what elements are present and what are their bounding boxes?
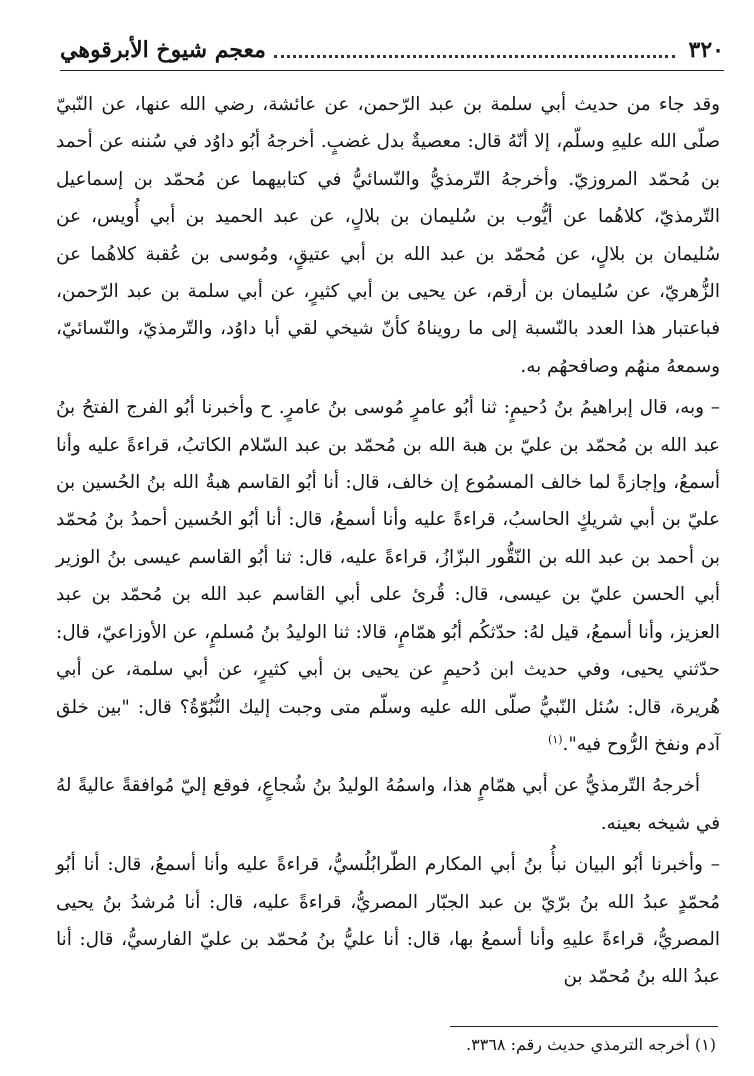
page-header bbox=[60, 30, 724, 71]
main-text bbox=[56, 86, 720, 996]
paragraph: أخرجهُ التّرمذيُّ عن أبي همّامٍ هذا، واسمُهُ الوليدُ بنُ شُجاعٍ، فوقع إليّ مُوافقةً عاليةً لهُ في شيخه بعينه. bbox=[56, 775, 720, 834]
footnote-reference: (١) bbox=[547, 732, 563, 746]
footnote-separator bbox=[450, 1026, 718, 1027]
running-title: معجم شيوخ الأبرقوهي bbox=[60, 37, 266, 63]
paragraph bbox=[56, 389, 720, 763]
footnote: (١) أخرجه الترمذي حديث رقم: ٣٣٦٨. bbox=[466, 1035, 716, 1054]
page-number: ٣٢٠ bbox=[688, 37, 724, 63]
paragraph: – وأخبرنا أبُو البيان نبأُ بنُ أبي المكارم الطّرابُلُسيُّ، قراءةً عليه وأنا أسمعُ، قال: أنا أبُو مُحمّدٍ عبدُ الله بنُ برّيّ بن عبد الجبّار المصريُّ، قراءةً عليه، قال: أنا مُرشدُ بنُ يحيى المصريُّ، قراءةً عليهِ وأنا أسمعُ بها، قال: أنا عليُّ بنُ مُحمّد بن عليّ الفارسيُّ، قال: أنا عبدُ الله بنُ مُحمّد بن bbox=[56, 854, 720, 988]
paragraph-text: – وبه، قال إبراهيمُ بنُ دُحيمٍ: ثنا أبُو عامرٍ مُوسى بنُ عامرٍ. ح وأخبرنا أبُو الفرج الفتحُ بنُ عبد الله بن مُحمّد بن عليّ بن هبة الله بن مُحمّد بن عبد السّلام الكاتبُ، قراءةً عليه وأنا أسمعُ، وإجازةً لما خالف المسمُوع إن خالف، قال: أنا أبُو القاسم هبةُ الله بنُ الحُسين بن عليّ بن أبي شريكٍ الحاسبُ، قراءةً عليه وأنا أسمعُ، قال: أنا أبُو الحُسين أحمدُ بنُ مُحمّد بن أحمد بن عبد الله بن النّقُّور البزّازُ، قراءةً عليه، قال: ثنا أبُو القاسم عيسى بنُ الوزير أبي الحسن عليّ بن عيسى، قال: قُرئ على أبي القاسم عبد الله بن مُحمّد بن عبد العزيز، وأنا أسمعُ، قيل لهُ: حدّثكُم أبُو همّامٍ، قالا: ثنا الوليدُ بنُ مُسلمٍ، عن الأوزاعيّ، قال: حدّثني يحيى، وفي حديث ابن دُحيمٍ عن يحيى بن أبي كثيرٍ، عن أبي سلمة، عن أبي هُريرة، قال: سُئل النّبيُّ صلّى الله عليه وسلّم متى وجبت إليك النُّبُوّةُ؟ قال: "بين خلق آدم ونفخ الرُّوح فيه". bbox=[56, 397, 720, 755]
paragraph: وقد جاء من حديث أبي سلمة بن عبد الرّحمن، عن عائشة، رضي الله عنها، عن النّبيّ صلّى الله عليهِ وسلّم، إلا أنّهُ قال: معصيةٌ بدل غضبٍ. أخرجهُ أبُو داوُد في سُننه عن أحمد بن مُحمّد المروزيّ. وأخرجهُ التّرمذيُّ والنّسائيُّ في كتابيهما عن مُحمّد بن إسماعيل التّرمذيّ، كلاهُما عن أيُّوب بن سُليمان بن بلالٍ، عن عبد الحميد بن أبي أُويس، عن سُليمان بن بلالٍ، عن مُحمّد بن عبد الله بن أبي عتيقٍ، ومُوسى بن عُقبة كلاهُما عن الزُّهريّ، عن سُليمان بن أرقم، عن يحيى بن أبي كثيرٍ، عن أبي سلمة بن عبد الرّحمن، فباعتبار هذا العدد بالنّسبة إلى ما رويناهُ كأنّ شيخي لقي أبا داوُد، والتّرمذيّ، والنّسائيّ، وسمعهُ منهُم وصافحهُم به. bbox=[56, 94, 720, 377]
header-dotted-leader bbox=[274, 55, 675, 58]
